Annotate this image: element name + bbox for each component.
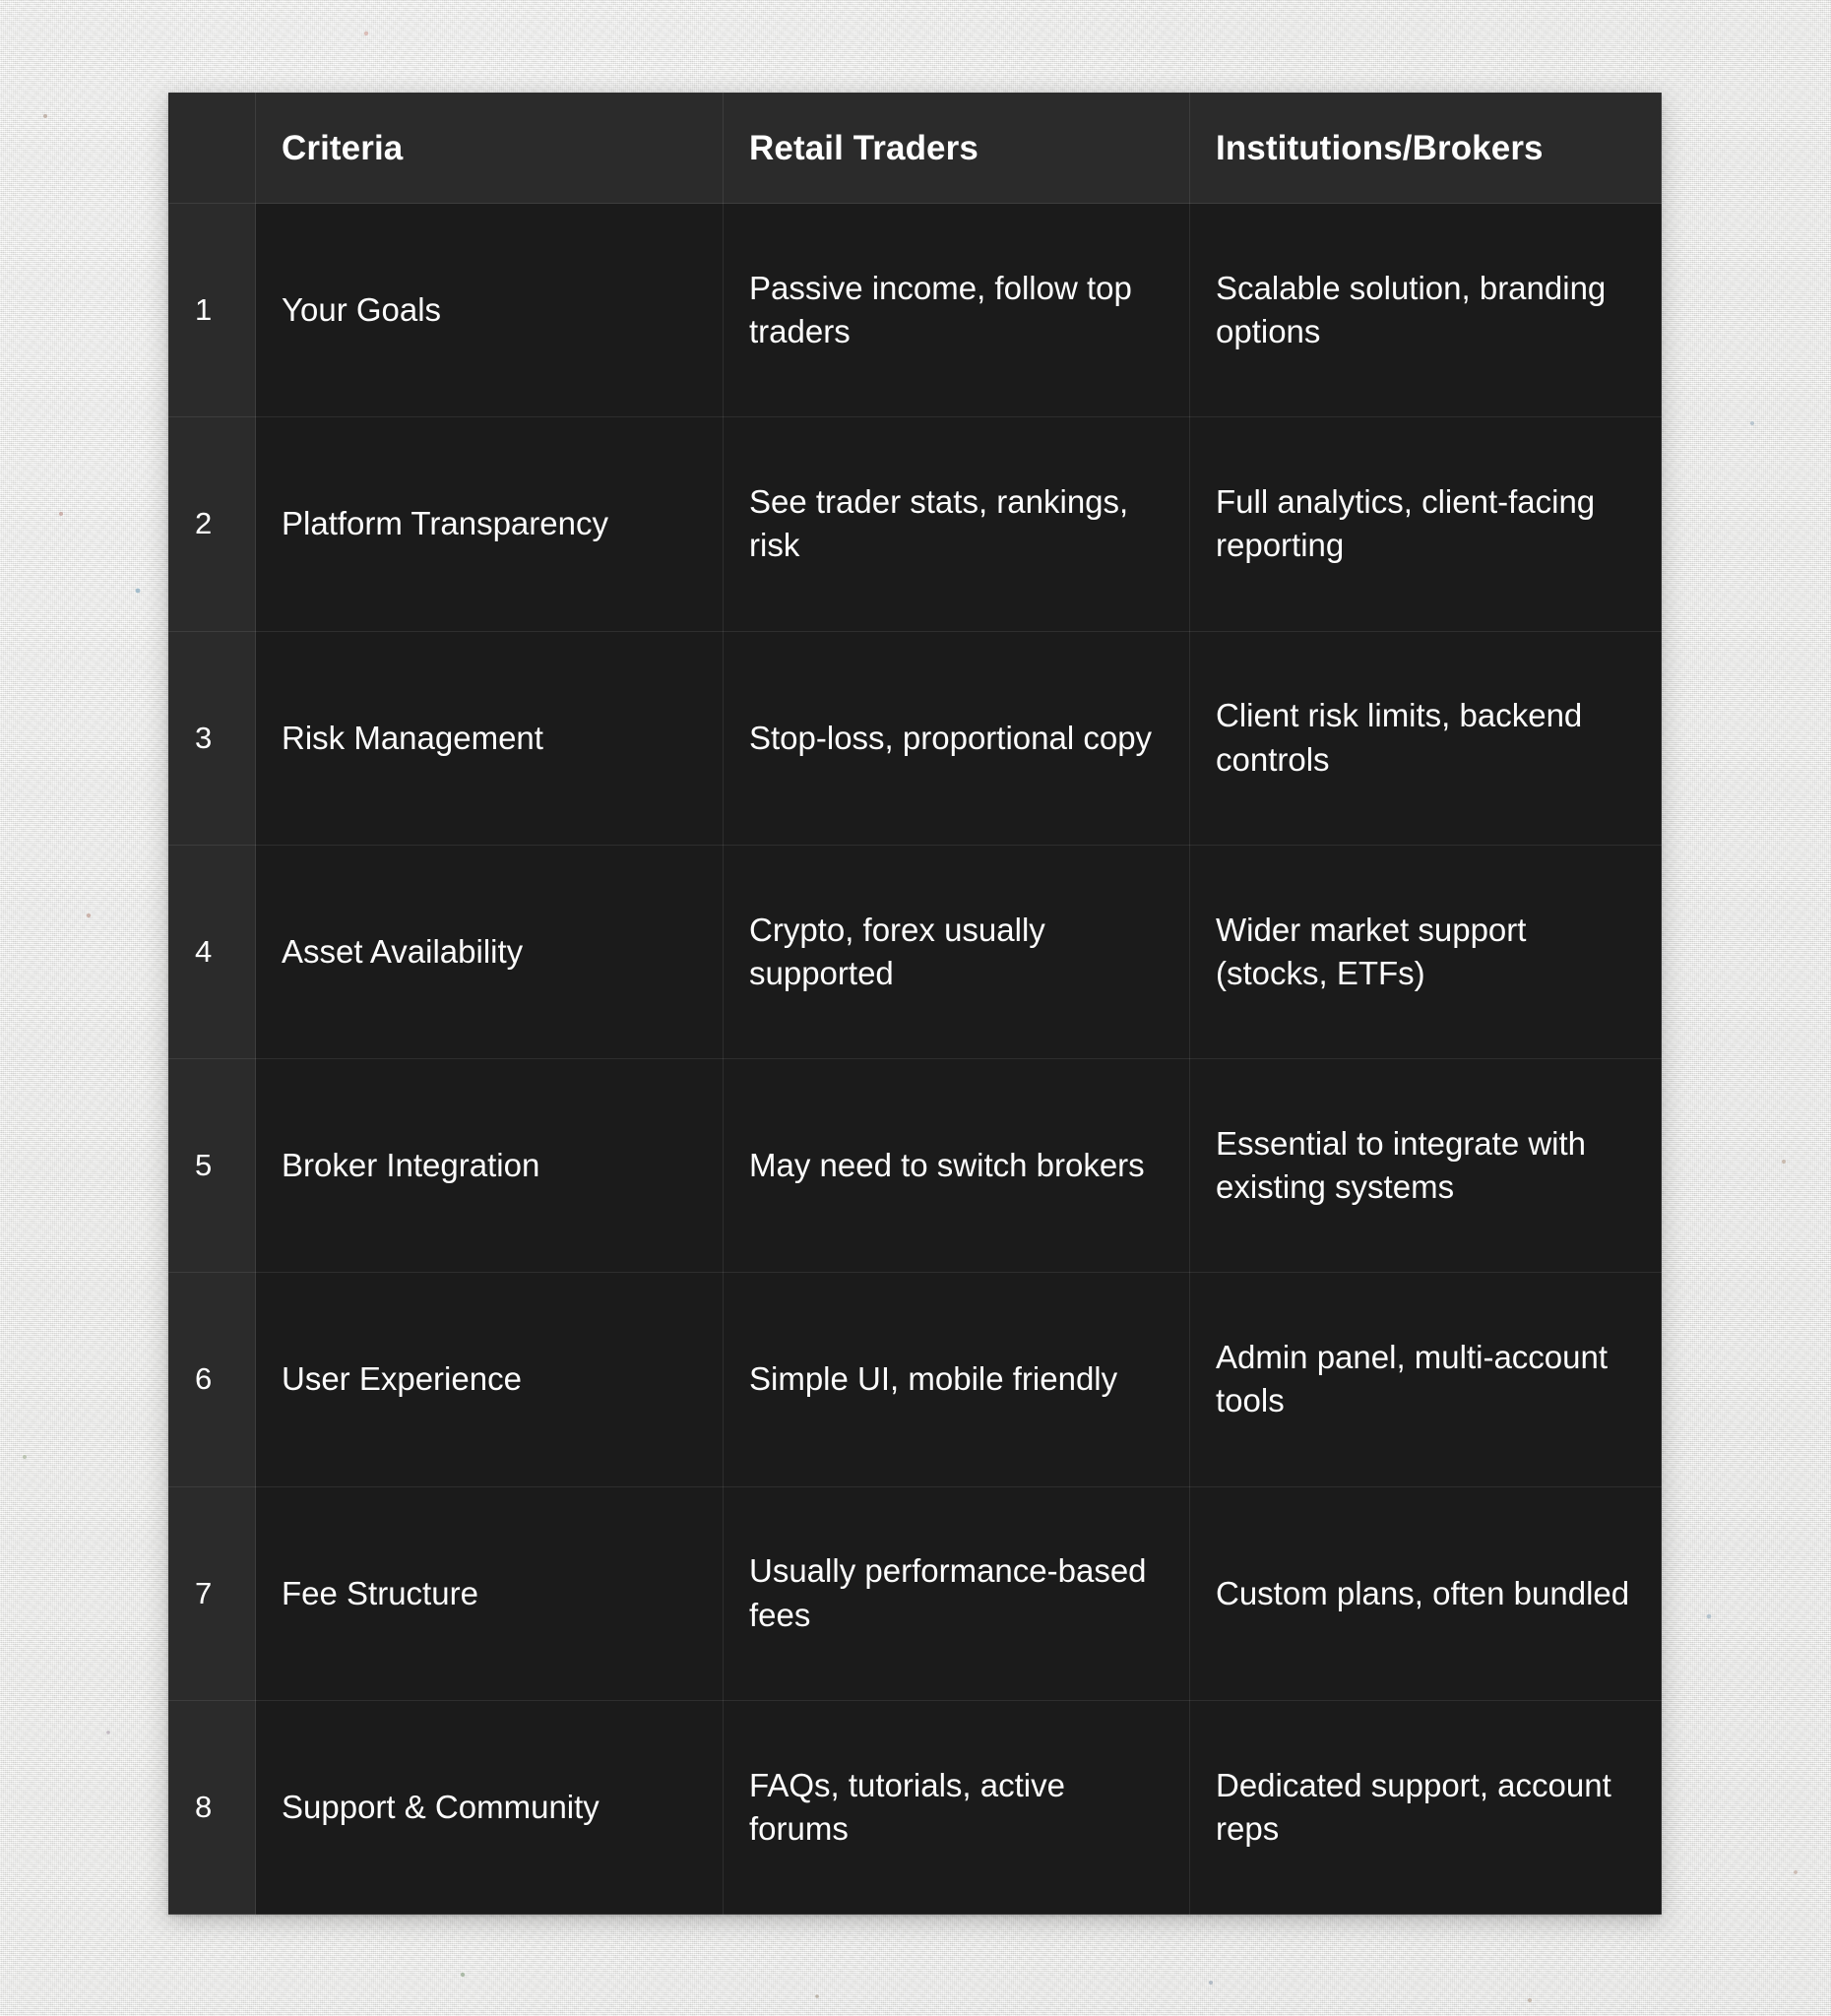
cell-retail-text: Stop-loss, proportional copy — [749, 719, 1153, 756]
column-header-criteria: Criteria — [256, 94, 724, 204]
cell-retail-text: May need to switch brokers — [749, 1147, 1145, 1184]
cell-criteria — [256, 1273, 724, 1486]
cell-institutions-text: Essential to integrate with existing systems — [1216, 1124, 1587, 1206]
comparison-table — [168, 93, 1662, 1915]
table-row — [169, 845, 1662, 1058]
cell-institutions — [1190, 845, 1662, 1058]
cell-criteria-text: Fee Structure — [282, 1574, 478, 1611]
cell-institutions — [1190, 204, 1662, 417]
column-header-index — [169, 94, 256, 204]
cell-institutions-text: Custom plans, often bundled — [1216, 1574, 1630, 1611]
cell-institutions-text: Scalable solution, branding options — [1216, 269, 1607, 350]
cell-criteria-text: Asset Availability — [282, 932, 524, 970]
cell-retail — [724, 631, 1190, 845]
table-row — [169, 1059, 1662, 1273]
table-row — [169, 1700, 1662, 1914]
cell-institutions-text: Wider market support (stocks, ETFs) — [1216, 911, 1527, 991]
cell-criteria — [256, 1486, 724, 1700]
column-header-retail-traders: Retail Traders — [724, 94, 1190, 204]
cell-retail — [724, 1486, 1190, 1700]
cell-criteria-text: Risk Management — [282, 719, 543, 756]
cell-criteria-text: User Experience — [282, 1360, 522, 1398]
cell-institutions — [1190, 1059, 1662, 1273]
cell-institutions — [1190, 1273, 1662, 1486]
cell-criteria-text: Your Goals — [282, 291, 442, 329]
table-row — [169, 1486, 1662, 1700]
row-index: 7 — [169, 1486, 256, 1700]
table-row — [169, 631, 1662, 845]
cell-retail — [724, 1059, 1190, 1273]
cell-criteria — [256, 1700, 724, 1914]
table-row — [169, 204, 1662, 417]
row-index: 6 — [169, 1273, 256, 1486]
cell-criteria — [256, 1059, 724, 1273]
cell-criteria — [256, 204, 724, 417]
cell-retail — [724, 1273, 1190, 1486]
row-index: 3 — [169, 631, 256, 845]
cell-retail — [724, 1700, 1190, 1914]
cell-criteria-text: Platform Transparency — [282, 505, 608, 542]
cell-institutions-text: Client risk limits, backend controls — [1216, 697, 1583, 778]
cell-institutions — [1190, 1700, 1662, 1914]
cell-retail-text: Simple UI, mobile friendly — [749, 1360, 1118, 1398]
cell-criteria — [256, 845, 724, 1058]
cell-criteria — [256, 417, 724, 631]
cell-institutions — [1190, 1486, 1662, 1700]
table-body — [169, 204, 1662, 1915]
cell-criteria — [256, 631, 724, 845]
cell-institutions-text: Dedicated support, account reps — [1216, 1766, 1611, 1847]
cell-institutions-text: Admin panel, multi-account tools — [1216, 1339, 1609, 1419]
row-index: 8 — [169, 1700, 256, 1914]
cell-retail-text: Crypto, forex usually supported — [749, 911, 1045, 991]
table-header — [169, 94, 1662, 204]
cell-retail — [724, 204, 1190, 417]
cell-criteria-text: Support & Community — [282, 1788, 600, 1825]
cell-retail-text: FAQs, tutorials, active forums — [749, 1766, 1065, 1847]
row-index: 2 — [169, 417, 256, 631]
row-index: 1 — [169, 204, 256, 417]
cell-retail-text: Passive income, follow top traders — [749, 269, 1132, 350]
row-index: 5 — [169, 1059, 256, 1273]
cell-institutions — [1190, 417, 1662, 631]
comparison-table-container — [168, 93, 1661, 1915]
table-header-row — [169, 94, 1662, 204]
cell-retail — [724, 417, 1190, 631]
cell-retail-text: See trader stats, rankings, risk — [749, 483, 1129, 564]
table-row — [169, 417, 1662, 631]
table-row — [169, 1273, 1662, 1486]
cell-criteria-text: Broker Integration — [282, 1147, 540, 1184]
cell-retail-text: Usually performance-based fees — [749, 1552, 1147, 1633]
cell-institutions-text: Full analytics, client-facing reporting — [1216, 483, 1596, 564]
cell-institutions — [1190, 631, 1662, 845]
row-index: 4 — [169, 845, 256, 1058]
column-header-institutions-brokers: Institutions/Brokers — [1190, 94, 1662, 204]
cell-retail — [724, 845, 1190, 1058]
